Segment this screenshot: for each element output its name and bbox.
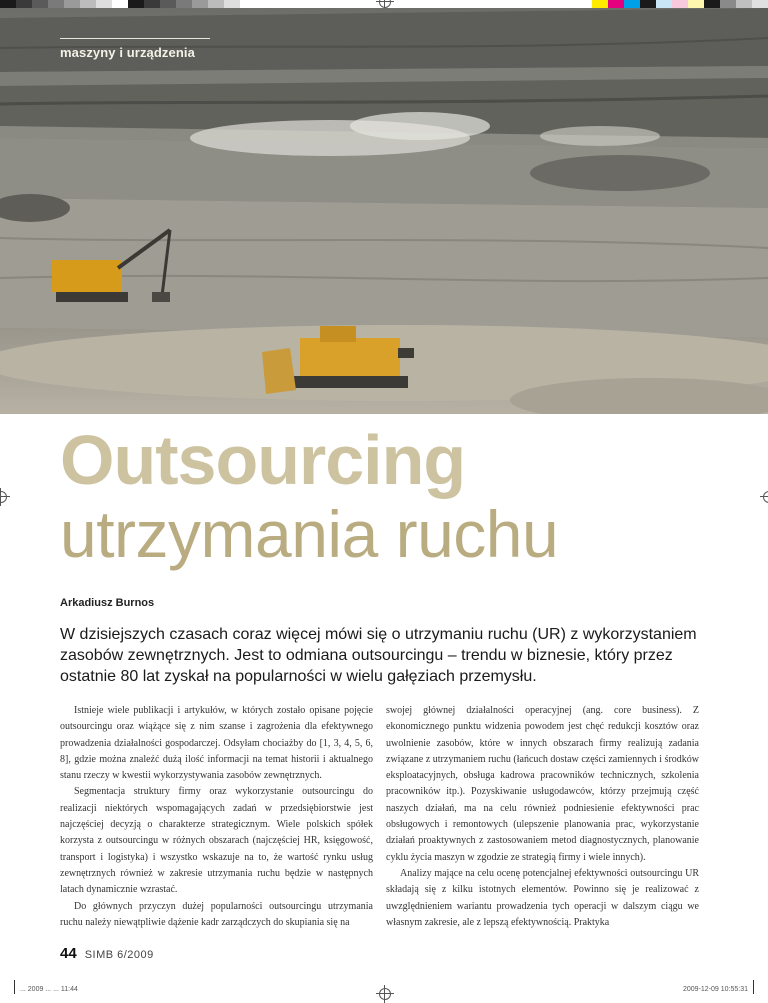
- print-slug-right: 2009-12-09 10:55:31: [683, 986, 748, 993]
- color-bar-swatch: [736, 0, 752, 8]
- color-bar-swatch: [544, 0, 560, 8]
- journal-issue: SIMB 6/2009: [84, 949, 154, 961]
- color-bar-swatch: [192, 0, 208, 8]
- color-bar-swatch: [720, 0, 736, 8]
- color-bar-swatch: [240, 0, 256, 8]
- color-bar-swatch: [528, 0, 544, 8]
- registration-mark-bottom: [379, 988, 391, 1000]
- color-bar-swatch: [32, 0, 48, 8]
- color-bar-swatch: [144, 0, 160, 8]
- color-bar-swatch: [128, 0, 144, 8]
- color-bar-swatch: [0, 0, 16, 8]
- color-bar-swatch: [64, 0, 80, 8]
- color-bar-swatch: [752, 0, 768, 8]
- color-bar-swatch: [208, 0, 224, 8]
- color-bar-swatch: [272, 0, 288, 8]
- color-bar-swatch: [624, 0, 640, 8]
- color-bar-swatch: [672, 0, 688, 8]
- color-bar-swatch: [176, 0, 192, 8]
- body-column-right: [386, 703, 699, 931]
- color-bar-swatch: [48, 0, 64, 8]
- color-bar-swatch: [224, 0, 240, 8]
- color-bar-swatch: [576, 0, 592, 8]
- color-bar-swatch: [288, 0, 304, 8]
- color-bar-swatch: [256, 0, 272, 8]
- body-paragraph: Analizy mające na celu ocenę potencjalnej efektywności outsourcingu UR składają się z kilku istotnych elementów. Powinno się je realizować z uwzględnieniem wariantu prowadzenia tych operacji w dalszym ciągu we własnym zakresie, ale z lepszą efektywnością. Praktyka: [386, 867, 699, 928]
- page-number: 44: [60, 945, 77, 962]
- body-paragraph: Segmentacja struktury firmy oraz wykorzystanie outsourcingu do realizacji niektórych wspomagających zadań w przedsiębiorstwie jest najczęściej decyzją o charakterze strategicznym. Wiele polskich spółek korzysta z outsourcingu w różnych obszarach (najczęściej HR, księgowość, transport i logistyka) i wszystko wskazuje na to, że wartość rynku usług zewnętrznych również w zakresie utrzymania ruchu będzie w następnych latach dynamicznie wzrastać.: [60, 786, 373, 896]
- color-bar-swatch: [480, 0, 496, 8]
- color-bar-swatch: [336, 0, 352, 8]
- color-bar-swatch: [496, 0, 512, 8]
- color-bar-swatch: [640, 0, 656, 8]
- color-bar-swatch: [320, 0, 336, 8]
- body-paragraph: Do głównych przyczyn dużej popularności outsourcingu utrzymania ruchu należy niewątpliwie dążenie kadr zarządczych do skupiania się na: [60, 900, 373, 928]
- registration-mark-left: [0, 491, 7, 503]
- color-bar-swatch: [592, 0, 608, 8]
- color-bar-swatch: [352, 0, 368, 8]
- color-bar-swatch: [656, 0, 672, 8]
- quarry-photo: [0, 8, 768, 414]
- color-bar-swatch: [512, 0, 528, 8]
- body-paragraph: swojej głównej działalności operacyjnej (ang. core business). Z ekonomicznego punktu widzenia powodem jest chęć redukcji kosztów oraz uwolnienie zasobów, które w innych obszarach firmy realizują zadania związane z utrzymaniem ruchu (łańcuch dostaw części zamiennych i środków eksploatacyjnych, obsługa kadrowa pracowników technicznych, szkolenia pracowników itp.). Pozyskiwanie usługodawców, którzy przejmują część naszych działań, ma na celu również podniesienie efektywności prac obsługowych i remontowych (ulepszenie planowania prac, wykorzystanie działań proaktywnych z zastosowaniem metod diagnostycznych, planowanie cyklu życia maszyn w zgodzie ze strategią firmy i wiele innych).: [386, 705, 699, 863]
- color-bar-swatch: [448, 0, 464, 8]
- color-bar-swatch: [608, 0, 624, 8]
- article-title: Outsourcing: [60, 421, 466, 499]
- color-bar-swatch: [160, 0, 176, 8]
- color-bar-swatch: [112, 0, 128, 8]
- color-bar-swatch: [400, 0, 416, 8]
- author-name: Arkadiusz Burnos: [60, 597, 155, 609]
- color-bar-swatch: [96, 0, 112, 8]
- color-bar-swatch: [416, 0, 432, 8]
- color-bar-swatch: [704, 0, 720, 8]
- body-column-left: [60, 703, 373, 931]
- page-footer: [60, 945, 154, 962]
- body-paragraph: Istnieje wiele publikacji i artykułów, w których zostało opisane pojęcie outsourcingu oraz wiążące się z nim szanse i zagrożenia dla efektywnego prowadzenia działalności gospodarczej. Odsyłam chociażby do [1, 3, 4, 5, 6, 8], gdzie można znaleźć dużą ilość informacji na temat historii i aktualnego stanu rzeczy w kwestii wykorzystywania zasobów zewnętrznych.: [60, 705, 373, 782]
- color-bar-swatch: [688, 0, 704, 8]
- crop-mark: [14, 980, 15, 994]
- registration-mark-right: [763, 491, 768, 503]
- color-bar-swatch: [16, 0, 32, 8]
- article-subtitle: utrzymania ruchu: [60, 497, 559, 571]
- color-bar-swatch: [304, 0, 320, 8]
- color-bar-swatch: [464, 0, 480, 8]
- section-label: maszyny i urządzenia: [60, 38, 210, 60]
- print-slug-left: ... 2009 ... ... 11:44: [20, 986, 78, 993]
- lead-paragraph: W dzisiejszych czasach coraz więcej mówi się o utrzymaniu ruchu (UR) z wykorzystaniem zasobów zewnętrznych. Jest to odmiana outsourcingu – trendu w biznesie, który przez ostatnie 80 lat zyskał na popularności w wielu gałęziach przemysłu.: [60, 626, 697, 685]
- crop-mark: [753, 980, 754, 994]
- color-bar-swatch: [80, 0, 96, 8]
- color-bar-swatch: [432, 0, 448, 8]
- color-bar-swatch: [560, 0, 576, 8]
